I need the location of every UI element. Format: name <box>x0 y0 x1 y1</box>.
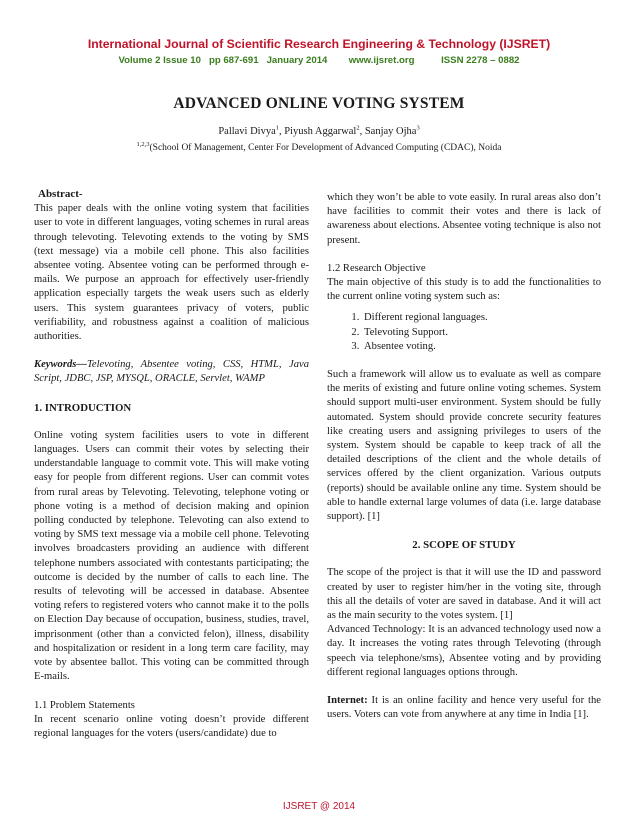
author-name: Piyush Aggarwal <box>284 126 357 137</box>
paper-title: ADVANCED ONLINE VOTING SYSTEM <box>173 95 465 112</box>
keywords-label: Keywords <box>34 359 77 371</box>
internet-text: It is an online facility and hence very useful for the users. Voters can vote from anywhere at any time in India [1]. <box>327 695 601 721</box>
author-sup: 2 <box>356 124 360 132</box>
research-objective-text: Such a framework will allow us to evaluate as well as compare the merits of existing and future online voting schemes. System should support multi-user environment. System should be fully automated. System should provide concrete security features like creating users and assigning privileges to users of the system. System should be capable to keep track of all the detailed descriptions of the client and the whole details of services offered by the client organization. Various outputs (reports) should be available online any time. System should be able to handle external large volumes of data (i.e. large database support). [1] <box>327 369 601 523</box>
research-objective-intro: The main objective of this study is to add the functionalities to the current online voting system such as: <box>327 277 601 303</box>
author-separator: , <box>359 126 365 137</box>
author-sup: 3 <box>416 124 420 132</box>
journal-issn: ISSN 2278 – 0882 <box>441 55 520 66</box>
left-column <box>34 188 309 741</box>
internet-label: Internet: <box>327 695 368 707</box>
keywords <box>34 358 309 386</box>
author-sup: 1 <box>275 124 280 132</box>
keywords-text: Televoting, Absentee voting, CSS, HTML, Java Script, JDBC, JSP, MYSQL, ORACLE, Servlet, WAMP <box>34 359 309 385</box>
author-separator: , <box>279 126 285 137</box>
journal-volume-issue: Volume 2 Issue 10 <box>118 55 201 66</box>
introduction-heading: 1. INTRODUCTION <box>34 401 132 414</box>
journal-pages: pp 687-691 <box>208 55 259 66</box>
affiliation-sup: 1,2,3 <box>136 140 150 148</box>
scope-heading: 2. SCOPE OF STUDY <box>412 539 516 552</box>
advanced-technology-text: Advanced Technology: It is an advanced technology used now a day. It increases the voting rates through Televoting (through speech via telephone/sms), Absentee voting and by providing different regional languages options through. <box>327 624 601 678</box>
affiliation <box>0 140 638 153</box>
journal-name: International Journal of Scientific Research Engineering & Technology (IJSRET) <box>87 37 551 51</box>
introduction-text: Online voting system facilities users to vote in different languages. Users can commit their votes by selecting their understandable language to commit vote. This will make voting easy for people from different regions. User can commit votes from rural areas by Televoting. Televoting, telephone voting or phone voting is a method of decision making and opinion polling conducted by telephone. Televoting can also extend to voting by SMS text message via a mobile cell phone. Televoting involves broadcasters providing an audience with different telephone numbers associated with contestants participating; the outcome is decided by the number of calls to each line. The results of televoting will be accessed in database. Absentee voting refers to registered voters who cannot make it to the polls on Election Day because of occupation, business, studies, travel, imprisonment (other than a convicted felon), illness, disability and hospitalization or resident in a long term care facility, may vote by absentee ballot. This voting can be committed through E-mails. <box>34 429 309 683</box>
scope-text: The scope of the project is that it will use the ID and password created by user to register him/her in the voting site, through this all the details of voter are saved in database. And it will act as the main security to the votes system. [1] <box>327 567 601 622</box>
journal-website[interactable]: www.ijsret.org <box>348 55 415 66</box>
journal-meta <box>0 55 638 66</box>
problem-statements-heading: 1.1 Problem Statements <box>34 699 135 711</box>
author-name: Pallavi Divya <box>218 126 276 137</box>
affiliation-text: (School Of Management, Center For Development of Advanced Computing (CDAC), Noida <box>149 143 502 153</box>
internet-paragraph <box>327 694 601 722</box>
list-item: 1. Different regional languages. <box>362 311 601 325</box>
problem-statements-text-left: In recent scenario online voting doesn’t provide different regional languages for the voters (users/candidate) due to <box>34 713 309 739</box>
abstract-heading: Abstract- <box>38 188 83 200</box>
journal-date: January 2014 <box>266 55 328 66</box>
research-objective-heading: 1.2 Research Objective <box>327 262 426 274</box>
author-list <box>0 126 638 137</box>
list-item: 2. Televoting Support. <box>362 326 601 340</box>
problem-statements-text-right: which they won’t be able to vote easily. In rural areas also don’t have facilities to commit their votes and there is lack of awareness about elections. Absentee voting technique is also not present. <box>327 192 601 246</box>
right-column <box>327 191 601 723</box>
objectives-list <box>327 311 601 354</box>
abstract-text: This paper deals with the online voting system that facilities user to vote in different languages, voting schemes in rural areas through televoting. Televoting extends to the voting by SMS (text message) via a mobile cell phone. This also facilities absentee voting. Absentee voting can be performed through e-mails. We purpose an approach for effectively user-friendly application especially targets the weak users such as elderly users. This system guarantees privacy of voters, public verifiability, and robustness against a coalition of malicious authorities. <box>34 203 309 343</box>
keywords-dash: — <box>76 359 87 371</box>
author-name: Sanjay Ojha <box>364 126 417 137</box>
footer: IJSRET @ 2014 <box>282 801 356 812</box>
list-item: 3. Absentee voting. <box>362 340 601 354</box>
